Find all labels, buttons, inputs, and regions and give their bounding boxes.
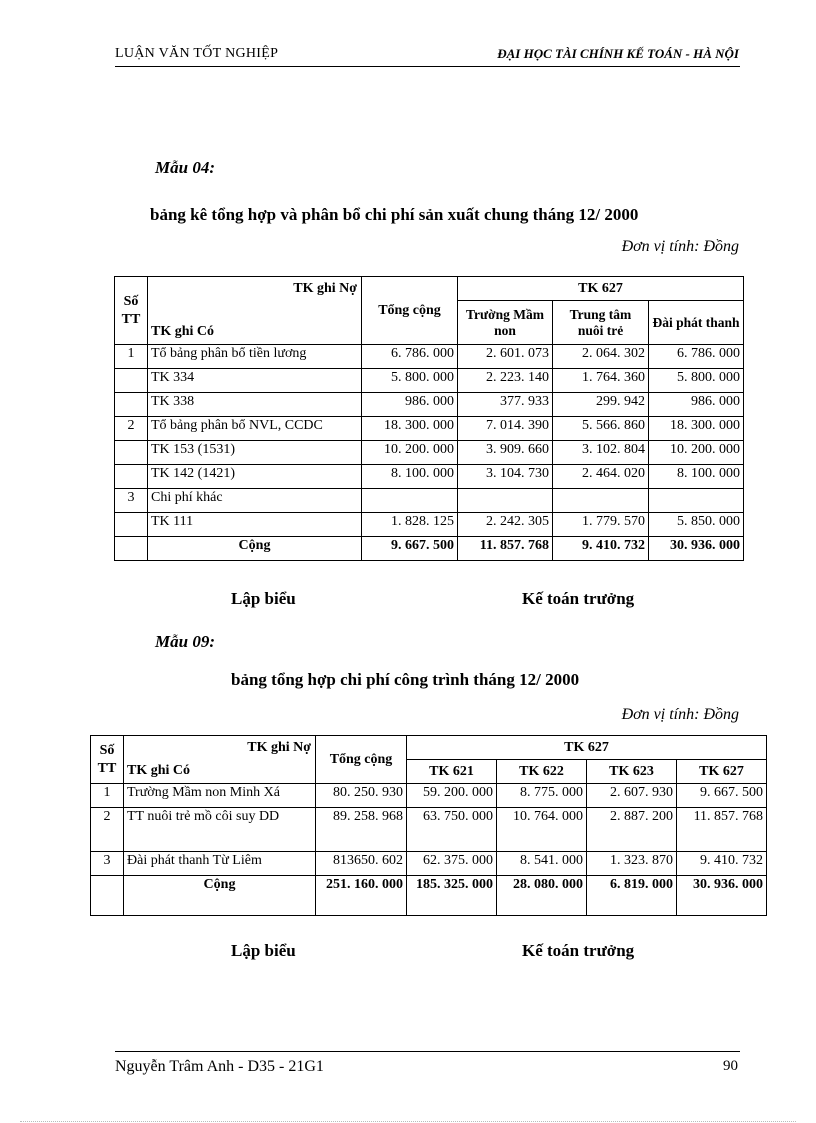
form2-header-c2: TK 622 xyxy=(497,760,587,784)
cell-c2: 10. 764. 000 xyxy=(497,808,587,852)
cell-stt: 1 xyxy=(115,345,148,369)
form2-header-group: TK 627 xyxy=(407,736,767,760)
cell-c3: 1. 323. 870 xyxy=(587,852,677,876)
cell-stt xyxy=(115,393,148,417)
cell-name: Tổ bảng phân bổ NVL, CCDC xyxy=(148,417,362,441)
cell-c3: 5. 800. 000 xyxy=(649,369,744,393)
cell-c1: 2. 223. 140 xyxy=(458,369,553,393)
cell-c2: 299. 942 xyxy=(553,393,649,417)
cell-name: TK 111 xyxy=(148,513,362,537)
cell-stt: 3 xyxy=(91,852,124,876)
cell-stt: 1 xyxy=(91,784,124,808)
cell-total: 6. 786. 000 xyxy=(362,345,458,369)
cell-c3: 5. 850. 000 xyxy=(649,513,744,537)
form1-sum-total: 9. 667. 500 xyxy=(362,537,458,561)
cell-stt xyxy=(115,441,148,465)
form2-header-accounts xyxy=(124,736,316,784)
header-divider xyxy=(115,66,740,67)
cell-c3: 2. 607. 930 xyxy=(587,784,677,808)
cell-total: 986. 000 xyxy=(362,393,458,417)
cell-c2: 2. 464. 020 xyxy=(553,465,649,489)
cell-c1: 59. 200. 000 xyxy=(407,784,497,808)
form2-sum-total: 251. 160. 000 xyxy=(316,876,407,916)
cell-c2: 1. 779. 570 xyxy=(553,513,649,537)
cell-c1: 7. 014. 390 xyxy=(458,417,553,441)
form2-header-total: Tổng cộng xyxy=(316,736,407,784)
cell-total: 18. 300. 000 xyxy=(362,417,458,441)
cell-name: TK 153 (1531) xyxy=(148,441,362,465)
form2-sum-c3: 6. 819. 000 xyxy=(587,876,677,916)
form1-sum-c3: 30. 936. 000 xyxy=(649,537,744,561)
form1-title: bảng kê tổng hợp và phân bổ chi phí sản xuất chung tháng 12/ 2000 xyxy=(150,205,639,224)
table-row xyxy=(115,513,744,537)
cell-total: 89. 258. 968 xyxy=(316,808,407,852)
form2-header-debit: TK ghi Nợ xyxy=(247,740,311,755)
form1-header-credit: TK ghi Có xyxy=(151,324,215,339)
cell-c3: 6. 786. 000 xyxy=(649,345,744,369)
cell-c3: 10. 200. 000 xyxy=(649,441,744,465)
table-row xyxy=(91,852,767,876)
cell-c1: 2. 601. 073 xyxy=(458,345,553,369)
form1-header-accounts xyxy=(148,277,362,345)
form2-table xyxy=(90,735,767,916)
form2-header-credit: TK ghi Có xyxy=(127,763,191,778)
form1-header-c2: Trung tâm nuôi trẻ xyxy=(553,301,649,345)
cell-total: 1. 828. 125 xyxy=(362,513,458,537)
form1-header-c3: Đài phát thanh xyxy=(649,301,744,345)
cell-c2: 3. 102. 804 xyxy=(553,441,649,465)
cell-stt xyxy=(115,513,148,537)
cell-name: Trường Mầm non Minh Xá xyxy=(124,784,316,808)
form2-sum-c1: 185. 325. 000 xyxy=(407,876,497,916)
form1-sum-empty xyxy=(115,537,148,561)
cell-c3 xyxy=(649,489,744,513)
cell-name: TK 334 xyxy=(148,369,362,393)
form1-header-stt: Số TT xyxy=(115,277,148,345)
cell-c1: 2. 242. 305 xyxy=(458,513,553,537)
cell-stt xyxy=(115,369,148,393)
header-left: LUẬN VĂN TỐT NGHIỆP xyxy=(115,46,279,61)
form1-header-total: Tổng cộng xyxy=(362,277,458,345)
cell-total: 813650. 602 xyxy=(316,852,407,876)
table-row xyxy=(115,345,744,369)
form2-header-stt: Số TT xyxy=(91,736,124,784)
table-row xyxy=(115,417,744,441)
cell-name: TK 142 (1421) xyxy=(148,465,362,489)
cell-c2: 8. 775. 000 xyxy=(497,784,587,808)
form1-sign-left: Lập biểu xyxy=(231,589,296,608)
cell-c2: 1. 764. 360 xyxy=(553,369,649,393)
cell-c3: 986. 000 xyxy=(649,393,744,417)
form2-sum-c2: 28. 080. 000 xyxy=(497,876,587,916)
cell-c1: 3. 104. 730 xyxy=(458,465,553,489)
cell-c1: 3. 909. 660 xyxy=(458,441,553,465)
form2-sum-c4: 30. 936. 000 xyxy=(677,876,767,916)
form2-header-c1: TK 621 xyxy=(407,760,497,784)
cell-c2: 5. 566. 860 xyxy=(553,417,649,441)
cell-c1: 63. 750. 000 xyxy=(407,808,497,852)
header-right: ĐẠI HỌC TÀI CHÍNH KẾ TOÁN - HÀ NỘI xyxy=(497,46,739,61)
cell-name: TK 338 xyxy=(148,393,362,417)
table-row xyxy=(115,465,744,489)
cell-name: TT nuôi trẻ mồ côi suy DD xyxy=(124,808,316,852)
cell-stt: 2 xyxy=(91,808,124,852)
table-row xyxy=(115,393,744,417)
cell-c4: 11. 857. 768 xyxy=(677,808,767,852)
cell-total: 5. 800. 000 xyxy=(362,369,458,393)
table-row xyxy=(91,808,767,852)
cell-c1: 62. 375. 000 xyxy=(407,852,497,876)
cell-total: 8. 100. 000 xyxy=(362,465,458,489)
cell-stt xyxy=(115,465,148,489)
form2-label: Mẫu 09: xyxy=(155,632,215,651)
cell-c1 xyxy=(458,489,553,513)
cell-total: 80. 250. 930 xyxy=(316,784,407,808)
form2-title: bảng tổng hợp chi phí công trình tháng 12/ 2000 xyxy=(231,670,580,689)
table-row xyxy=(91,784,767,808)
form1-sign-right: Kế toán trưởng xyxy=(522,589,635,608)
form1-header-c1: Trường Mầm non xyxy=(458,301,553,345)
cell-total: 10. 200. 000 xyxy=(362,441,458,465)
form1-sum-label: Cộng xyxy=(148,537,362,561)
cell-c3: 18. 300. 000 xyxy=(649,417,744,441)
form1-table xyxy=(114,276,744,561)
footer-author: Nguyễn Trâm Anh - D35 - 21G1 xyxy=(115,1058,324,1075)
cell-c2 xyxy=(553,489,649,513)
cell-c3: 8. 100. 000 xyxy=(649,465,744,489)
footer-page-number: 90 xyxy=(723,1058,738,1074)
form1-sum-c2: 9. 410. 732 xyxy=(553,537,649,561)
form2-unit: Đơn vị tính: Đồng xyxy=(621,706,739,723)
form1-label: Mẫu 04: xyxy=(155,158,215,177)
form2-header-c4: TK 627 xyxy=(677,760,767,784)
cell-name: Tổ bảng phân bổ tiền lương xyxy=(148,345,362,369)
page-bottom-border xyxy=(20,1121,796,1122)
form1-unit: Đơn vị tính: Đồng xyxy=(621,238,739,255)
cell-name: Chi phí khác xyxy=(148,489,362,513)
cell-total xyxy=(362,489,458,513)
form2-sum-label: Cộng xyxy=(124,876,316,916)
form2-sum-empty xyxy=(91,876,124,916)
table-row xyxy=(115,369,744,393)
cell-c2: 2. 064. 302 xyxy=(553,345,649,369)
form2-sign-right: Kế toán trưởng xyxy=(522,941,635,960)
cell-name: Đài phát thanh Từ Liêm xyxy=(124,852,316,876)
form2-header-c3: TK 623 xyxy=(587,760,677,784)
cell-c2: 8. 541. 000 xyxy=(497,852,587,876)
cell-c3: 2. 887. 200 xyxy=(587,808,677,852)
cell-c4: 9. 410. 732 xyxy=(677,852,767,876)
form1-sum-c1: 11. 857. 768 xyxy=(458,537,553,561)
footer-divider xyxy=(115,1051,740,1052)
cell-stt: 2 xyxy=(115,417,148,441)
cell-c4: 9. 667. 500 xyxy=(677,784,767,808)
table-row xyxy=(115,441,744,465)
form2-sign-left: Lập biểu xyxy=(231,941,296,960)
form1-header-group: TK 627 xyxy=(458,277,744,301)
cell-c1: 377. 933 xyxy=(458,393,553,417)
table-row xyxy=(115,489,744,513)
cell-stt: 3 xyxy=(115,489,148,513)
form1-header-debit: TK ghi Nợ xyxy=(293,281,357,296)
